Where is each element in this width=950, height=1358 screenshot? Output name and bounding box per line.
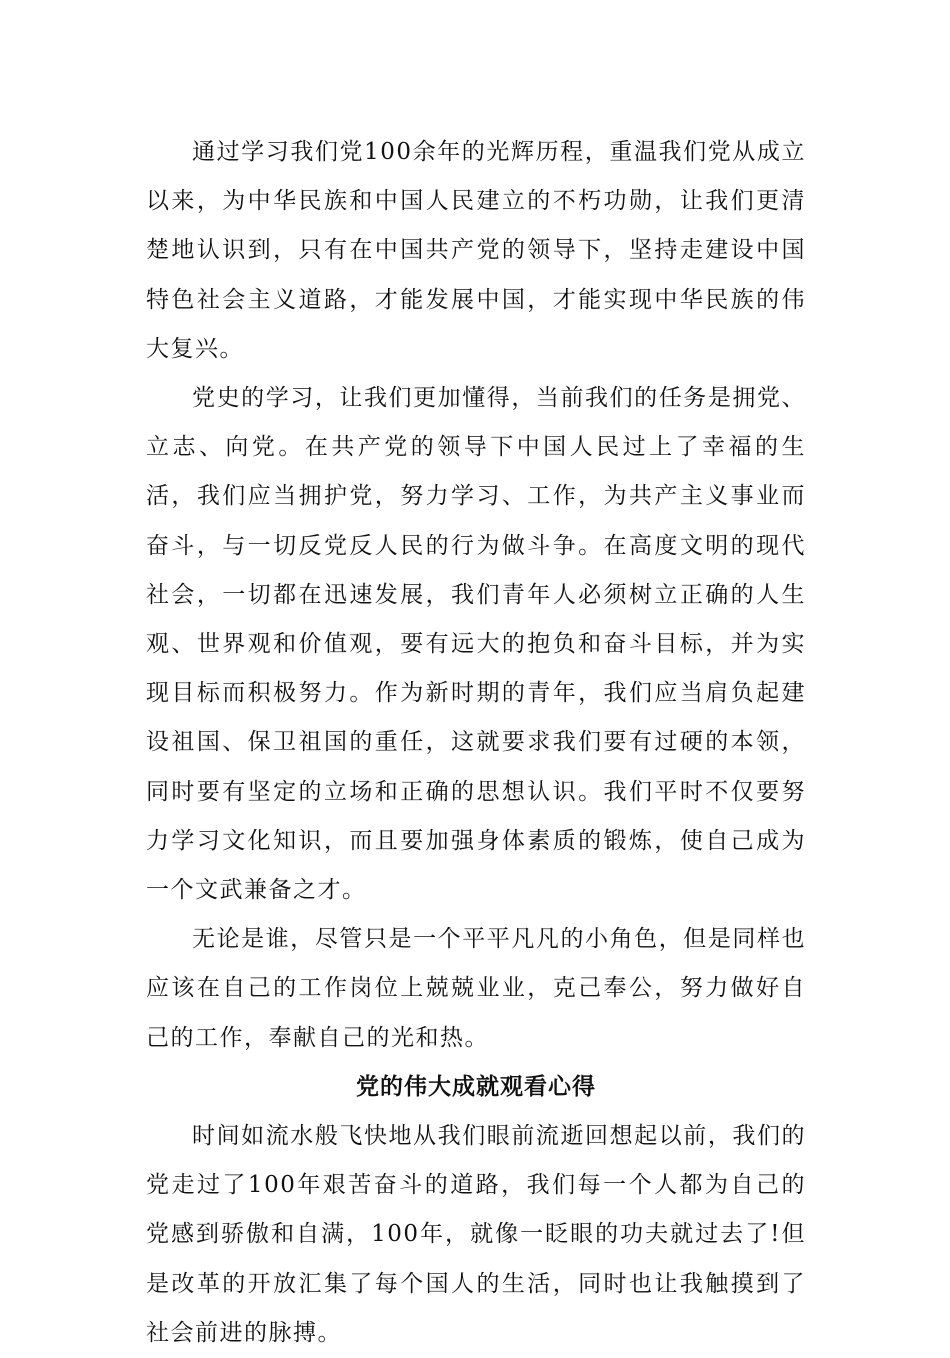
paragraph: 时间如流水般飞快地从我们眼前流逝回想起以前，我们的党走过了100年艰苦奋斗的道路，我们每一个人都为自己的党感到骄傲和自满，100年，就像一眨眼的功夫就过去了!但是改革的开放汇集了每个国人的生活，同时也让我触摸到了社会前进的脉搏。: [146, 1123, 806, 1346]
document-body: [146, 128, 806, 1358]
paragraph: 党史的学习，让我们更加懂得，当前我们的任务是拥党、立志、向党。在共产党的领导下中国人民过上了幸福的生活，我们应当拥护党，努力学习、工作，为共产主义事业而奋斗，与一切反党反人民的行为做斗争。在高度文明的现代社会，一切都在迅速发展，我们青年人必须树立正确的人生观、世界观和价值观，要有远大的抱负和奋斗目标，并为实现目标而积极努力。作为新时期的青年，我们应当肩负起建设祖国、保卫祖国的重任，这就要求我们要有过硬的本领，同时要有坚定的立场和正确的思想认识。我们平时不仅要努力学习文化知识，而且要加强身体素质的锻炼，使自己成为一个文武兼备之才。: [146, 385, 806, 904]
paragraph: 通过学习我们党100余年的光辉历程，重温我们党从成立以来，为中华民族和中国人民建立的不朽功勋，让我们更清楚地认识到，只有在中国共产党的领导下，坚持走建设中国特色社会主义道路，才能发展中国，才能实现中华民族的伟大复兴。: [146, 139, 806, 362]
section-title: 党的伟大成就观看心得: [356, 1073, 596, 1100]
paragraph: 无论是谁，尽管只是一个平平凡凡的小角色，但是同样也应该在自己的工作岗位上兢兢业业，克己奉公，努力做好自己的工作，奉献自己的光和热。: [146, 926, 806, 1051]
